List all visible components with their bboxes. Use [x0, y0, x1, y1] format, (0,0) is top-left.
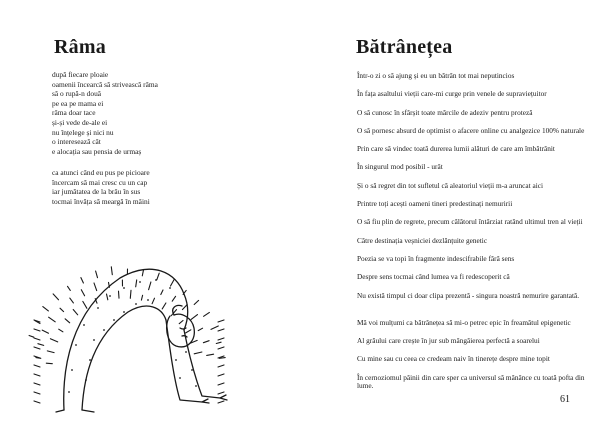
verse-line: oamenii încearcă să strivească râma [52, 79, 158, 89]
ray-stroke [218, 347, 224, 349]
ray-stroke [142, 270, 143, 276]
ray-stroke [46, 363, 52, 364]
ray-stroke [218, 338, 224, 340]
poem-title-batranetea: Bătrânețea [356, 36, 453, 58]
page-number: 61 [560, 394, 570, 405]
ray-stroke [53, 294, 58, 300]
ray-stroke [107, 294, 108, 300]
ray-stroke [182, 305, 187, 310]
verse-line: și-și vede de-ale ei [52, 117, 108, 127]
ray-stroke [43, 307, 49, 311]
verse-line: Către destinația veșniciei dezlănțuite genetic [357, 235, 488, 245]
verse-line: nu înțelege și nici nu [52, 127, 114, 137]
ray-stroke [191, 315, 197, 320]
poem-title-rama: Râma [54, 36, 106, 58]
ray-stroke [194, 352, 202, 354]
ray-stroke [68, 286, 71, 290]
verse-line: Printre toți acești oameni tineri predestinați nemuririi [357, 199, 513, 209]
ray-stroke [49, 317, 56, 322]
ray-stroke [70, 298, 74, 303]
verse-line: o interesează cât [52, 137, 101, 147]
verse-line: O să fiu plin de regrete, precum călătorul întârziat ratând ultimul tren al vieții [357, 217, 583, 227]
ray-stroke [34, 383, 40, 385]
ray-stroke [218, 365, 224, 367]
ray-stroke [60, 308, 64, 311]
verse-line: Mă voi mulțumi ca bătrânețea să mi-o petrec epic în freamătul epigenetic [357, 317, 571, 327]
verse-line: să o rupă-n două [52, 89, 102, 99]
verse-line: O să pornesc absurd de optimist o afacere online cu analgezice 100% naturale [357, 125, 585, 135]
ray-stroke [218, 374, 224, 376]
right-page [300, 0, 600, 425]
ray-stroke [204, 312, 210, 316]
verse-line: râma doar tace [52, 108, 96, 118]
ray-stroke [34, 338, 40, 340]
verse-line: Și o să regret din tot sufletul că aleatoriul vieții m-a aruncat aici [357, 180, 544, 190]
ray-stroke [96, 271, 98, 278]
stanza-2 [52, 168, 150, 206]
verse-line: după fiecare ploaie [52, 70, 109, 79]
ray-stroke [186, 330, 191, 333]
verse-line: Cu mine sau cu ceea ce credeam naiv în tinerețe despre mine topit [357, 354, 550, 364]
ray-stroke [34, 329, 40, 331]
ray-stroke [179, 321, 183, 324]
ray-stroke [29, 336, 34, 338]
ray-stroke [218, 383, 224, 385]
verse-line: ca atunci când eu pus pe picioare [52, 168, 150, 177]
ray-stroke [81, 290, 84, 296]
ray-stroke [172, 296, 175, 301]
ray-stroke [34, 374, 40, 376]
ray-stroke [207, 354, 214, 355]
stanza-1 [52, 70, 158, 156]
verse-line: tocmai învăța să meargă în mâini [52, 196, 150, 206]
ray-stroke [203, 341, 209, 343]
ray-stroke [198, 328, 202, 330]
verse-line: O să cunosc în sfârșit toate mărcile de adeziv pentru proteză [357, 107, 533, 117]
ray-stroke [65, 319, 70, 323]
ray-stroke [157, 273, 159, 280]
verse-line: Despre sens tocmai când lumea va fi redescoperit că [357, 272, 510, 282]
ray-stroke [218, 320, 224, 322]
ray-stroke [34, 365, 40, 367]
ray-stroke [111, 267, 112, 275]
ray-stroke [149, 282, 151, 290]
ray-stroke [34, 401, 40, 403]
ray-stroke [194, 300, 198, 304]
verse-line: În cernoziomul pâinii din care sper ca universul să mănânce cu toată pofta din lume. [357, 372, 585, 391]
verse-line: Într-o zi o să ajung și eu un bătrân tot mai neputincios [357, 71, 515, 80]
verse-line: Prin care să vindec toată durerea lumii alături de care am îmbătrânit [357, 144, 555, 154]
ray-stroke [171, 279, 175, 286]
verse-line: Nu există timpul ci doar clipa prezentă - singura noastră nemurire garantată. [357, 290, 580, 300]
ray-stroke [50, 339, 57, 342]
verse-line: În singurul mod posibil - urât [357, 162, 443, 172]
ray-stroke [81, 278, 84, 283]
ray-stroke [83, 301, 87, 308]
ray-stroke [218, 401, 224, 403]
ray-stroke [130, 290, 131, 298]
ray-stroke [42, 330, 48, 333]
verse-line: pe ea pe mama ei [52, 98, 104, 108]
ray-stroke [38, 344, 44, 346]
ray-stroke [59, 329, 63, 332]
ray-stroke [218, 392, 224, 394]
ray-stroke [152, 298, 154, 304]
ray-stroke [161, 290, 163, 295]
ray-stroke [162, 303, 166, 309]
verse-line: În fața asaltului vieții care-mi curge prin venele de supraviețuitor [357, 89, 547, 99]
ray-stroke [94, 283, 97, 291]
poem-body [357, 72, 597, 400]
ray-stroke [141, 295, 142, 300]
person-bending-drawing [24, 220, 236, 420]
ray-stroke [34, 347, 40, 349]
ray-stroke [73, 310, 78, 315]
ray-stroke [119, 291, 120, 298]
ray-stroke [34, 392, 40, 394]
ray-stroke [136, 280, 137, 287]
ray-stroke [216, 342, 221, 343]
verse-line: încercam să mai cresc cu un cap [52, 177, 148, 187]
ray-stroke [211, 326, 218, 329]
verse-line: iar jumătatea de la brâu în sus [52, 187, 141, 197]
verse-line: Al grăului care crește în jur sub mângâierea perfectă a soarelui [357, 336, 540, 346]
ray-stroke [47, 351, 54, 353]
ray-stroke [218, 329, 224, 331]
verse-line: Poezia se va topi în fragmente indescifrabile fără sens [357, 253, 515, 263]
verse-line: e alocația sau pensia de urmaș [52, 146, 142, 156]
